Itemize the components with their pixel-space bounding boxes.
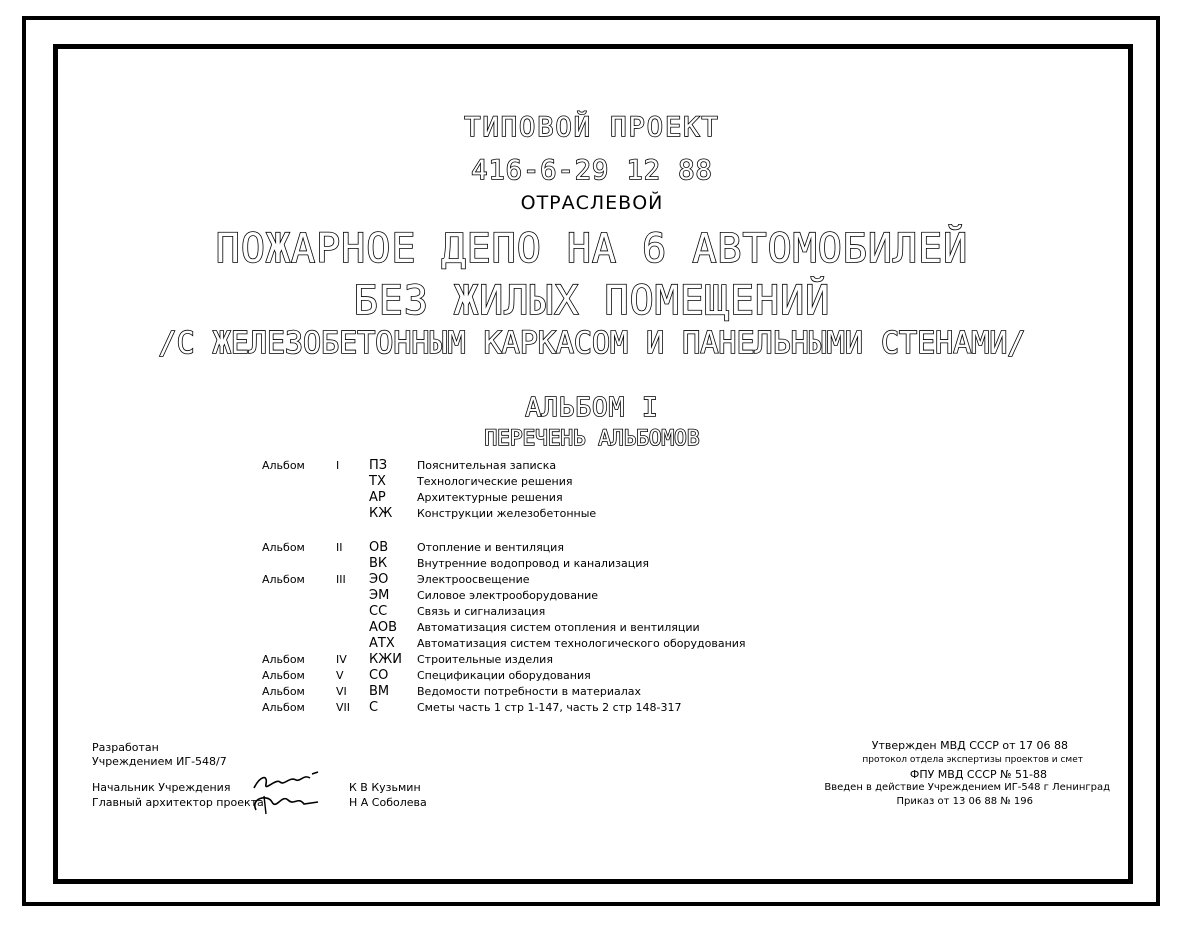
- section-code: ВК: [369, 556, 388, 571]
- section-title: Архитектурные решения: [417, 491, 563, 504]
- developer-name1: К В Кузьмин: [349, 781, 421, 794]
- section-code: ЭО: [369, 572, 389, 587]
- album-number: II: [336, 541, 343, 554]
- approval-line1: Утвержден МВД СССР от 17 06 88: [871, 739, 1068, 752]
- section-title: Строительные изделия: [417, 653, 553, 666]
- section-title: Пояснительная записка: [417, 459, 557, 472]
- album-heading: АЛЬБОМ I: [525, 393, 659, 423]
- section-code: СС: [369, 604, 388, 619]
- project-type: ТИПОВОЙ ПРОЕКТ: [464, 112, 720, 143]
- section-code: АОВ: [369, 620, 398, 635]
- section-code: КЖИ: [369, 652, 402, 667]
- project-number: 416-6-29 12 88: [471, 155, 713, 186]
- developer-line2: Учреждением ИГ-548/7: [92, 755, 227, 768]
- approval-line2: протокол отдела экспертизы проектов и смет: [862, 755, 1083, 765]
- album-label: Альбом: [262, 685, 305, 698]
- section-title: Связь и сигнализация: [417, 605, 546, 618]
- developer-name2: Н А Соболева: [349, 796, 427, 809]
- section-code: АТХ: [369, 636, 395, 651]
- section-title: Внутренние водопровод и канализация: [417, 557, 649, 570]
- album-number: III: [336, 573, 346, 586]
- album-label: Альбом: [262, 701, 305, 714]
- section-code: ВМ: [369, 684, 390, 699]
- section-title: Автоматизация систем отопления и вентиляции: [417, 621, 700, 634]
- section-title: Спецификации оборудования: [417, 669, 591, 682]
- album-label: Альбом: [262, 653, 305, 666]
- developer-role2: Главный архитектор проекта: [92, 796, 264, 809]
- album-label: Альбом: [262, 459, 305, 472]
- album-label: Альбом: [262, 573, 305, 586]
- section-code: КЖ: [369, 506, 393, 521]
- album-list-title: ПЕРЕЧЕНЬ АЛЬБОМОВ: [484, 426, 700, 450]
- section-title: Автоматизация систем технологического оборудования: [417, 637, 746, 650]
- section-title: Сметы часть 1 стр 1-147, часть 2 стр 148-317: [417, 701, 682, 714]
- handwritten-signatures: [246, 768, 326, 816]
- section-code: АР: [369, 490, 386, 505]
- section-code: ОВ: [369, 540, 389, 555]
- document-title-line1: ПОЖАРНОЕ ДЕПО НА 6 АВТОМОБИЛЕЙ: [215, 226, 969, 272]
- album-number: VI: [336, 685, 347, 698]
- approval-line3: ФПУ МВД СССР № 51-88: [909, 768, 1047, 781]
- document-title-line2: БЕЗ ЖИЛЫХ ПОМЕЩЕНИЙ: [353, 278, 831, 324]
- album-label: Альбом: [262, 541, 305, 554]
- section-title: Электроосвещение: [417, 573, 530, 586]
- section-code: ПЗ: [369, 458, 388, 473]
- album-number: VII: [336, 701, 351, 714]
- section-code: СО: [369, 668, 389, 683]
- section-title: Отопление и вентиляция: [417, 541, 564, 554]
- album-number: I: [336, 459, 340, 472]
- section-title: Конструкции железобетонные: [417, 507, 597, 520]
- developer-line1: Разработан: [92, 741, 159, 754]
- approval-line5: Приказ от 13 06 88 № 196: [896, 796, 1033, 807]
- developer-role1: Начальник Учреждения: [92, 781, 231, 794]
- section-title: Ведомости потребности в материалах: [417, 685, 642, 698]
- section-title: Силовое электрооборудование: [417, 589, 599, 602]
- section-code: ТХ: [369, 474, 386, 489]
- section-code: ЭМ: [369, 588, 390, 603]
- document-subtitle: /С ЖЕЛЕЗОБЕТОННЫМ КАРКАСОМ И ПАНЕЛЬНЫМИ СТЕНАМИ/: [158, 326, 1026, 361]
- section-code: С: [369, 700, 379, 715]
- album-number: IV: [336, 653, 347, 666]
- album-label: Альбом: [262, 669, 305, 682]
- approval-line4: Введен в действие Учреждением ИГ-548 г Ленинград: [824, 782, 1110, 793]
- section-title: Технологические решения: [417, 475, 573, 488]
- project-category: ОТРАСЛЕВОЙ: [520, 192, 664, 214]
- album-number: V: [336, 669, 344, 682]
